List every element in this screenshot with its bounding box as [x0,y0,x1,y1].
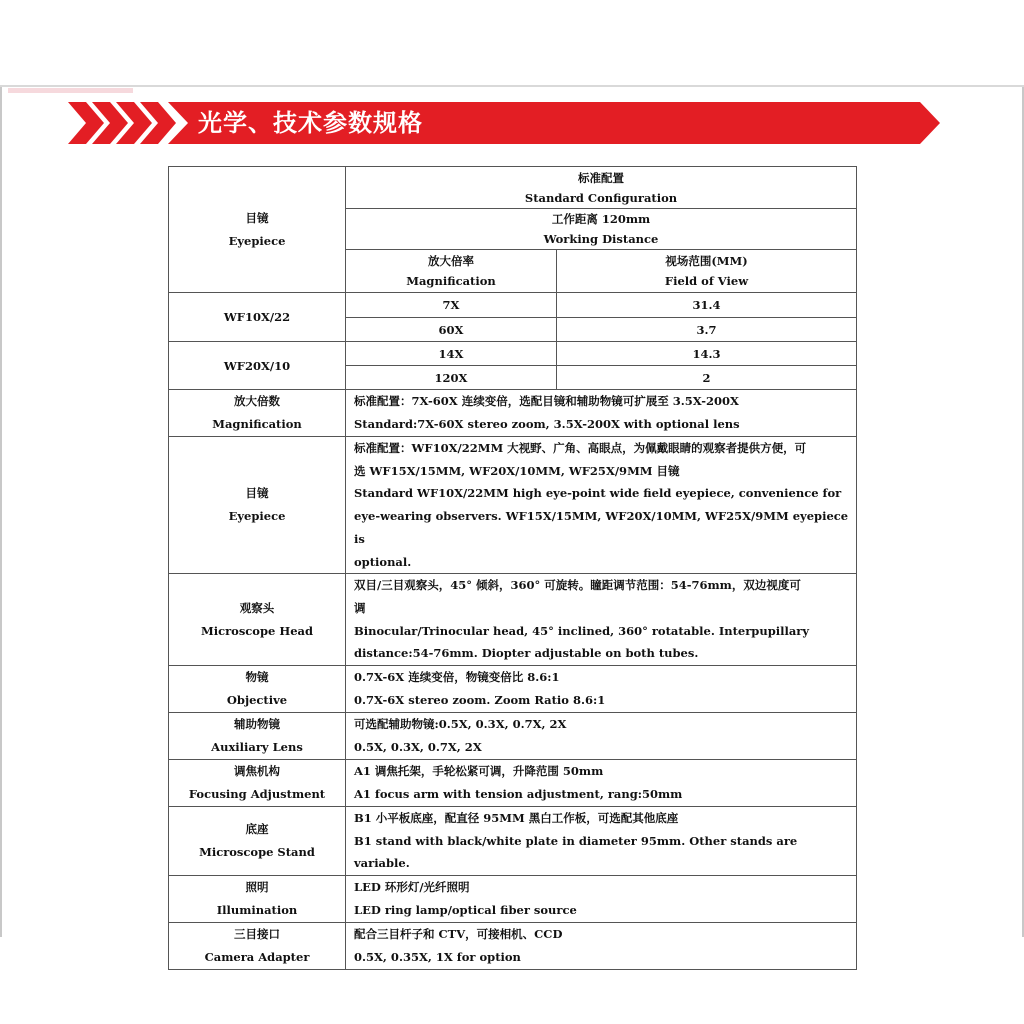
fov-value-cell: 2 [557,366,857,390]
spec-label-cell [169,666,346,713]
spec-label-en: Magnification [212,417,302,431]
page-frame-left [0,87,2,937]
spec-label-cell [169,807,346,876]
working-distance-cn: 工作距离 120mm [551,212,651,226]
spec-label-cell [169,437,346,574]
spec-content-line: B1 stand with black/white plate in diameter 95mm. Other stands are variable. [354,833,798,871]
spec-row [169,437,857,574]
spec-content-line: A1 调焦托架，手轮松紧可调，升降范围 50mm [354,764,604,779]
spec-label-en: Microscope Head [200,623,313,638]
eyepiece-header-cell [169,167,346,293]
spec-content-line: 0.5X, 0.35X, 1X for option [354,950,521,965]
spec-content-cell [346,923,857,970]
spec-label-cell [169,574,346,666]
spec-row [169,390,857,437]
section-title: 光学、技术参数规格 [198,109,423,137]
mag-value-cell: 14X [346,342,557,366]
spec-content-line: 0.7X-6X stereo zoom. Zoom Ratio 8.6:1 [354,693,606,708]
spec-label-en: Objective [226,693,288,708]
standard-config-cn: 标准配置 [578,170,624,185]
spec-label-en: Microscope Stand [199,845,315,860]
spec-content-line: 选 WF15X/15MM, WF20X/10MM, WF25X/9MM 目镜 [354,463,680,478]
spec-label-cn: 照明 [245,880,269,895]
spec-row [169,807,857,876]
spec-label-cn: 目镜 [245,486,269,501]
spec-content-line: 0.5X, 0.3X, 0.7X, 2X [354,740,482,755]
eyepiece-label-cn: 目镜 [245,210,269,225]
magnification-column-header [346,250,557,293]
spec-content-line: LED 环形灯/光纤照明 [354,880,470,895]
spec-label-cell [169,760,346,807]
standard-config-en: Standard Configuration [524,190,678,205]
spec-content-line: 配合三目杆子和 CTV，可接相机、CCD [354,927,563,942]
spec-label-cell [169,876,346,923]
eyepiece-label-en: Eyepiece [228,233,286,248]
spec-label-en: Eyepiece [228,509,286,524]
section-banner [68,102,940,144]
fov-value-cell: 31.4 [557,293,857,318]
spec-row [169,574,857,666]
spec-content-cell [346,437,857,574]
spec-label-cell [169,390,346,437]
spec-content-cell [346,666,857,713]
col-mag-en: Magnification [406,274,496,288]
spec-rows [169,390,857,970]
mag-value-cell: 7X [346,293,557,318]
col-mag-cn: 放大倍率 [428,254,474,268]
spec-table [168,166,857,970]
spec-label-en: Illumination [216,903,298,918]
spec-content-cell [346,574,857,666]
spec-label-cell [169,923,346,970]
eyepiece-model-cell: WF20X/10 [169,342,346,390]
spec-content-line: LED ring lamp/optical fiber source [354,903,577,918]
spec-label-cn: 放大倍数 [234,394,280,408]
spec-row [169,876,857,923]
spec-label-cn: 调焦机构 [234,764,280,779]
spec-label-cn: 三目接口 [234,927,280,942]
spec-content-line: Standard:7X-60X stereo zoom, 3.5X-200X with optional lens [354,417,740,431]
spec-content-line: 可选配辅助物镜:0.5X, 0.3X, 0.7X, 2X [354,717,567,732]
page-frame-top [0,85,1024,87]
mag-value-cell: 120X [346,366,557,390]
spec-label-cn: 辅助物镜 [234,717,280,732]
spec-row [169,760,857,807]
spec-row [169,666,857,713]
eyepiece-model-cell: WF10X/22 [169,293,346,342]
working-distance-cell [346,209,857,250]
spec-content-line: Binocular/Trinocular head, 45° inclined, 360° rotatable. Interpupillary [354,623,810,638]
page-frame-accent [8,88,133,93]
spec-label-en: Auxiliary Lens [211,740,303,755]
spec-label-cn: 物镜 [245,670,269,685]
spec-label-cn: 底座 [245,822,269,837]
spec-label-cn: 观察头 [239,600,275,615]
spec-label-en: Camera Adapter [204,950,310,965]
spec-content-cell [346,807,857,876]
spec-row [169,713,857,760]
spec-content-line: 调 [354,600,366,615]
fov-column-header [557,250,857,293]
spec-content-line: 标准配置：7X-60X 连续变倍，选配目镜和辅助物镜可扩展至 3.5X-200X [354,394,739,409]
spec-content-line: distance:54-76mm. Diopter adjustable on both tubes. [354,646,699,661]
spec-content-cell [346,876,857,923]
spec-content-line: 0.7X-6X 连续变倍，物镜变倍比 8.6:1 [354,670,560,685]
spec-content-line: A1 focus arm with tension adjustment, rang:50mm [354,787,683,802]
standard-config-cell [346,167,857,209]
spec-content-line: eye-wearing observers. WF15X/15MM, WF20X/10MM, WF25X/9MM eyepiece is [354,509,849,546]
spec-content-line: 标准配置：WF10X/22MM 大视野、广角、高眼点，为佩戴眼睛的观察者提供方便，可 [354,441,807,455]
spec-content-cell [346,713,857,760]
col-fov-cn: 视场范围(MM) [665,254,748,268]
spec-label-en: Focusing Adjustment [188,787,326,802]
spec-content-line: Standard WF10X/22MM high eye-point wide field eyepiece, convenience for [354,486,842,501]
fov-value-cell: 14.3 [557,342,857,366]
mag-value-cell: 60X [346,318,557,342]
working-distance-en: Working Distance [543,232,659,246]
col-fov-en: Field of View [664,274,749,288]
spec-row [169,923,857,970]
spec-content-cell [346,390,857,437]
fov-value-cell: 3.7 [557,318,857,342]
spec-content-line: 双目/三目观察头，45° 倾斜，360° 可旋转。瞳距调节范围：54-76mm，双边视度可 [354,578,801,593]
spec-content-line: B1 小平板底座，配直径 95MM 黑白工作板，可选配其他底座 [354,811,679,826]
spec-label-cell [169,713,346,760]
spec-content-cell [346,760,857,807]
spec-content-line: optional. [354,554,412,569]
